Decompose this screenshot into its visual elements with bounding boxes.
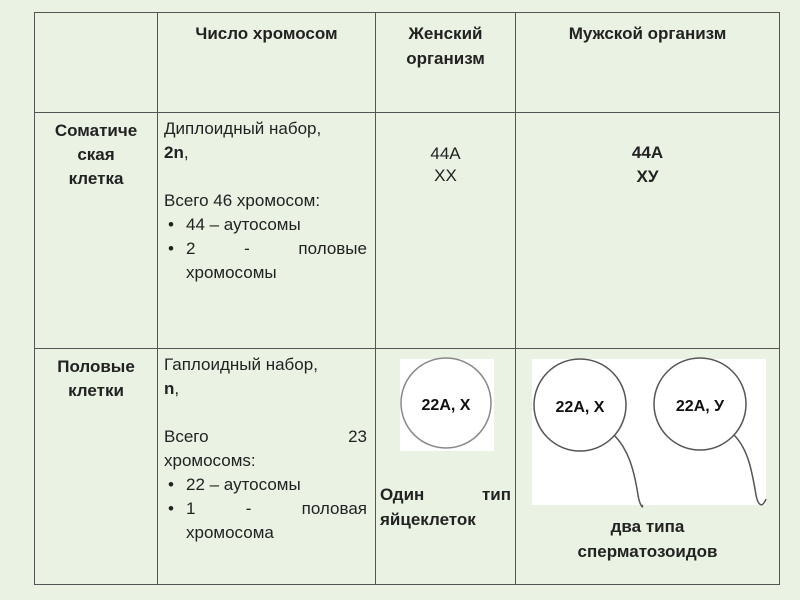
- bullet-icon: •: [168, 499, 174, 518]
- sex-cells-row: [35, 349, 780, 585]
- somatic-total: Всего 46 хромосом:: [164, 191, 321, 210]
- somatic-female-sex: ХХ: [434, 166, 457, 185]
- somatic-row: [35, 113, 780, 349]
- somatic-female-autosomes: 44А: [430, 144, 461, 163]
- header-row: [35, 13, 780, 113]
- bullet-icon: •: [168, 215, 174, 234]
- sex-cells-bullet-list: [164, 473, 367, 545]
- sex-cells-row-label: [35, 349, 158, 585]
- header-female-line1: Женский: [408, 24, 483, 43]
- somatic-label-line2: ская: [77, 145, 115, 164]
- corner-cell: [35, 13, 158, 113]
- egg-cell-label: 22А, Х: [421, 397, 471, 414]
- female-gamete-caption: Один тип яйцеклеток: [380, 485, 511, 529]
- sex-cells-bullet-sex: • 1 - половая хромосома: [168, 499, 367, 542]
- somatic-male-autosomes: 44А: [631, 143, 664, 162]
- egg-cell-cell: [376, 349, 516, 585]
- header-female-line2: организм: [406, 49, 485, 68]
- somatic-row-label: [35, 113, 158, 349]
- sex-cells-label-line2: клетки: [68, 381, 124, 400]
- sperm-y-label: 22А, У: [675, 398, 725, 415]
- somatic-label-line3: клетка: [68, 169, 124, 188]
- bullet-icon: •: [168, 239, 174, 258]
- sperm-cell-cell: [516, 349, 780, 585]
- sex-cells-total-line: Всего 23: [164, 427, 367, 446]
- somatic-female-cell: [376, 113, 516, 349]
- somatic-set-symbol: 2n: [164, 143, 184, 162]
- chromosome-table: [34, 12, 780, 585]
- somatic-bullet-list: [164, 213, 367, 285]
- egg-cell-diagram: [376, 349, 516, 585]
- somatic-male-sex: ХУ: [636, 167, 659, 186]
- sex-cells-chromosome-count: [158, 349, 376, 585]
- somatic-male-cell: [516, 113, 780, 349]
- male-gamete-caption: два типа сперматозоидов: [577, 517, 718, 561]
- somatic-set-comma: ,: [183, 143, 189, 162]
- somatic-bullet-sex: • 2 - половые хромосомы: [168, 239, 367, 282]
- sex-cells-bullet-autosomes: • 22 – аутосомы: [164, 473, 367, 497]
- somatic-label-line1: Соматиче: [54, 121, 138, 140]
- sex-cells-label-line1: Половые: [57, 357, 135, 376]
- somatic-chromosome-count: [158, 113, 376, 349]
- sex-cells-set-line: Гаплоидный набор,: [164, 355, 318, 374]
- sex-cells-set-symbol: n: [164, 379, 175, 398]
- header-female: [376, 13, 516, 113]
- sperm-x-label: 22А, Х: [555, 399, 605, 416]
- sex-cells-total-tail: хромосомs:: [164, 451, 256, 470]
- bullet-icon: •: [168, 475, 174, 494]
- somatic-bullet-autosomes: • 44 – аутосомы: [164, 213, 367, 237]
- sex-cells-set-symbol-line: n,: [164, 379, 180, 398]
- somatic-set-symbol-line: [164, 141, 367, 165]
- header-chromosome-count: Число хромосом: [158, 13, 376, 113]
- header-male: Мужской организм: [516, 13, 780, 113]
- somatic-set-line: Диплоидный набор,: [164, 119, 322, 138]
